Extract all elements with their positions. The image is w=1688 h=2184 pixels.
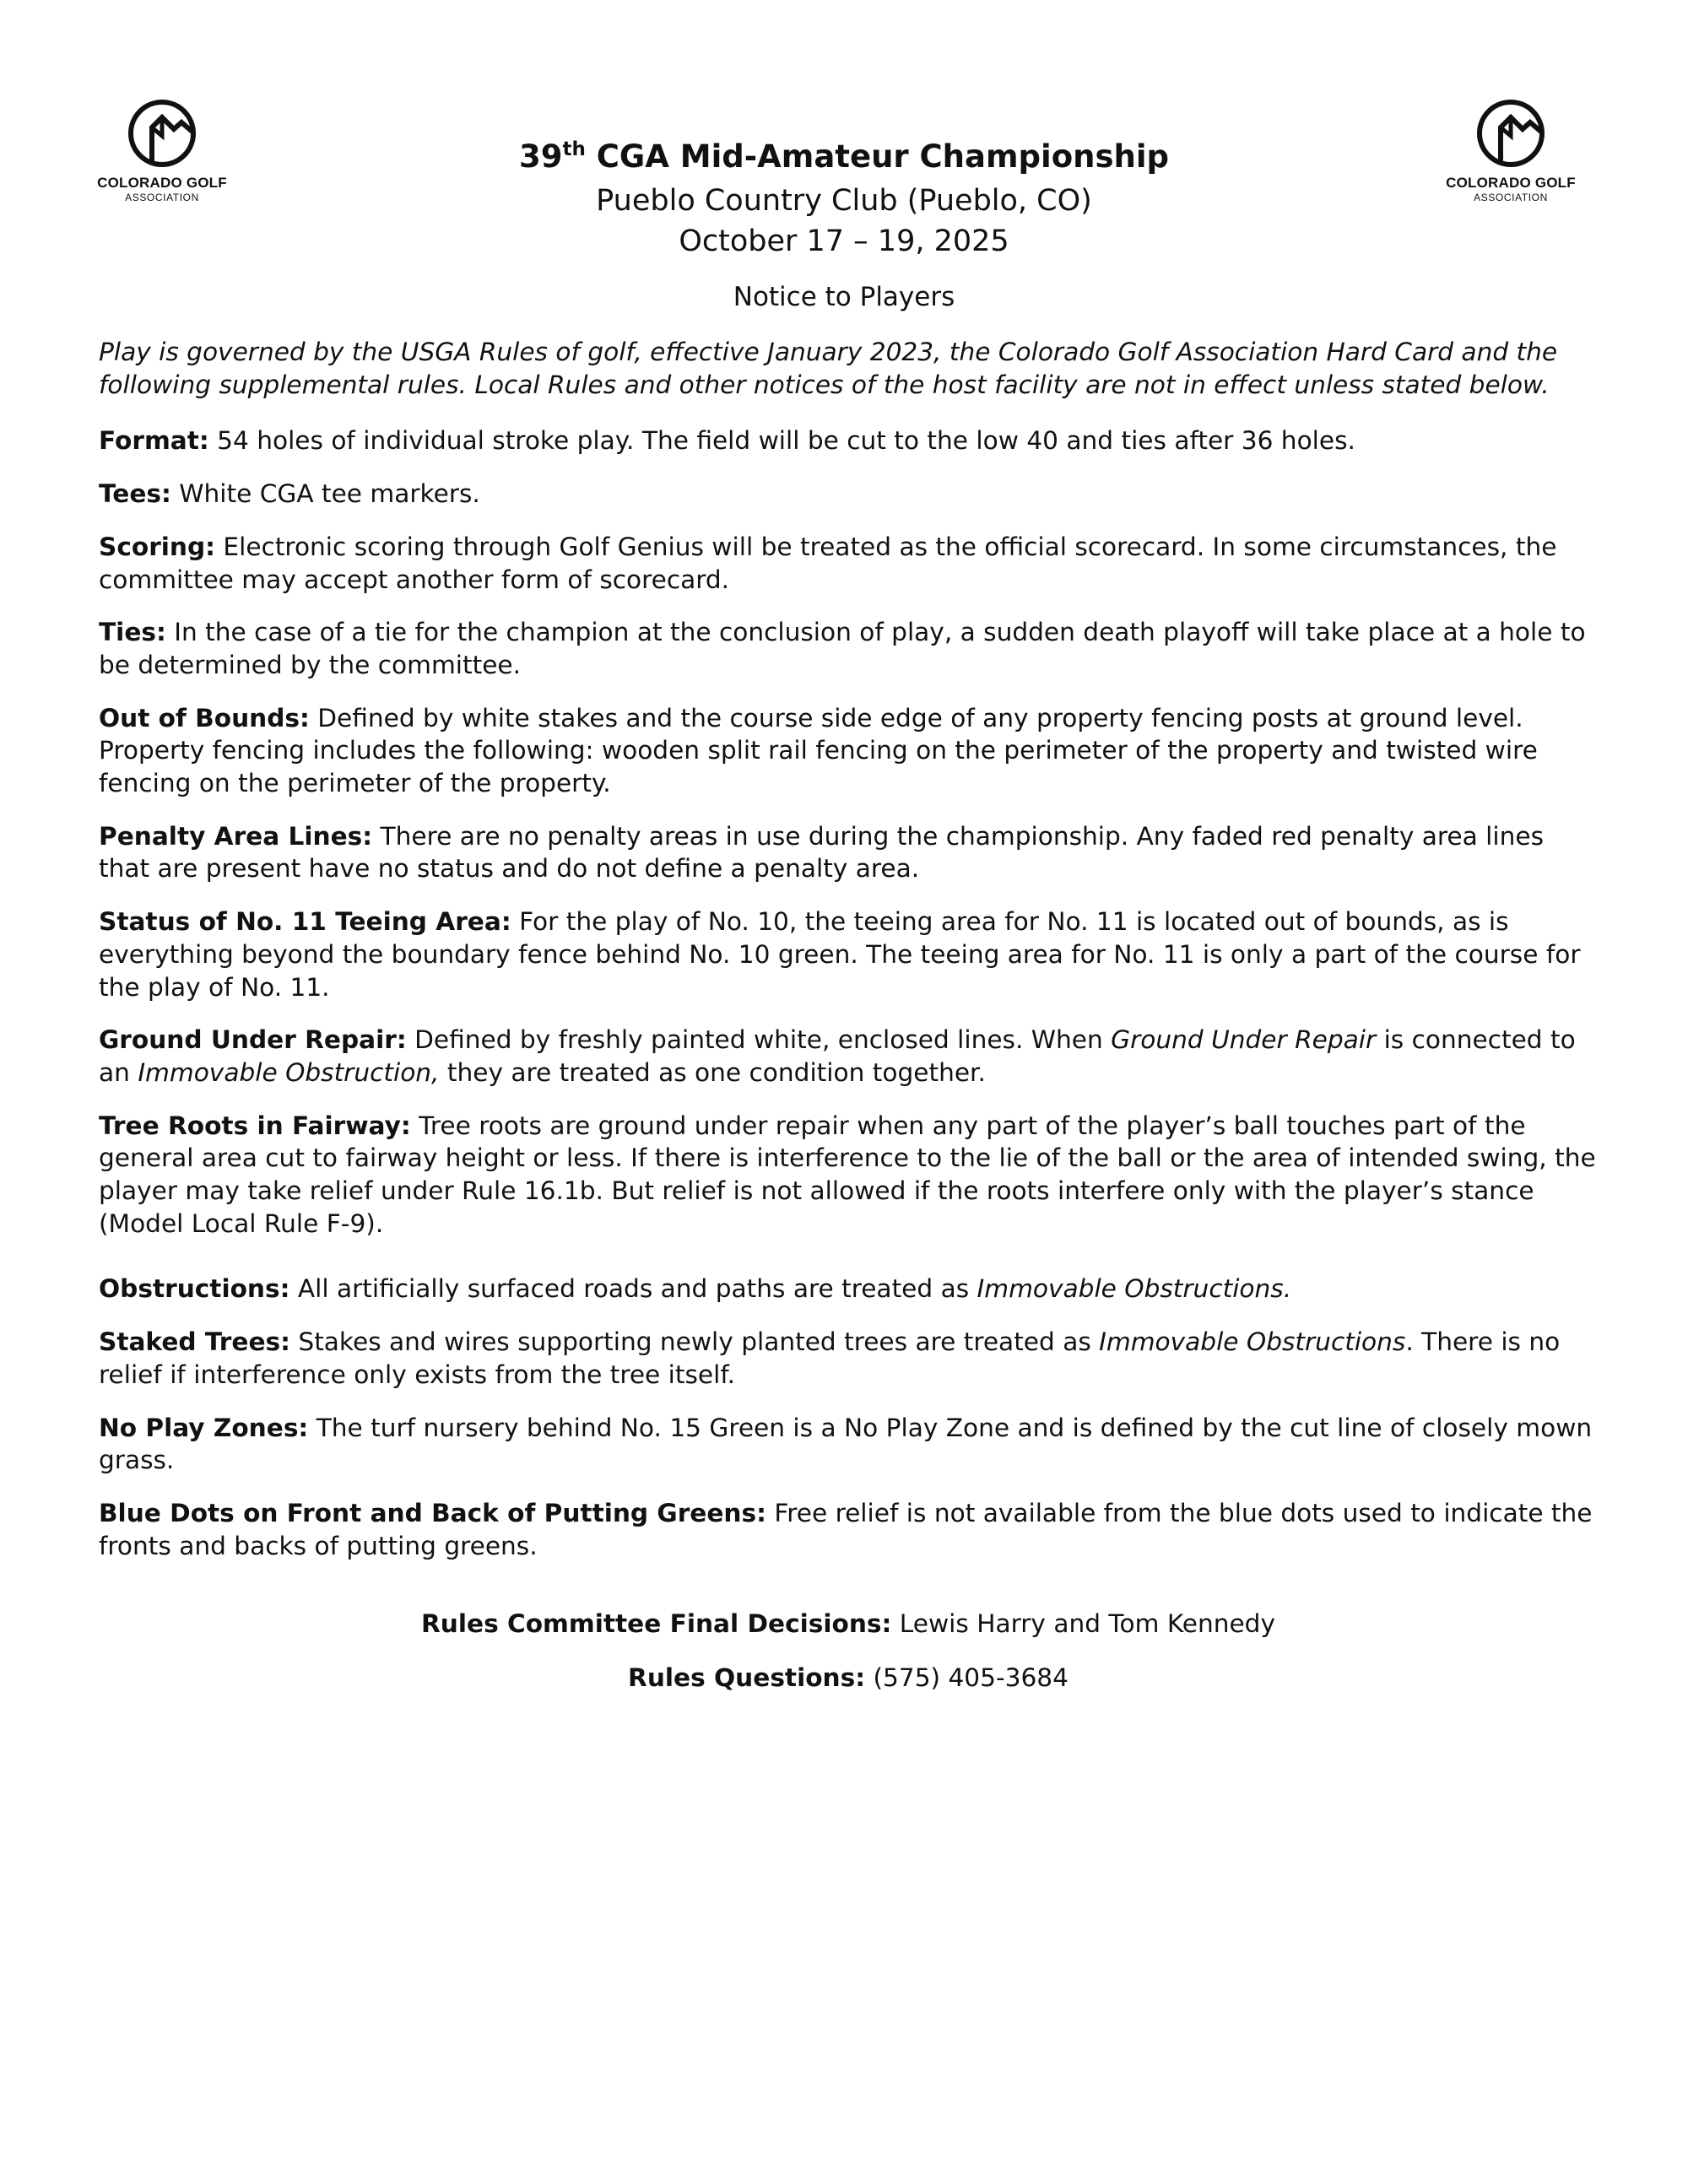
- rules-committee: [99, 1608, 1598, 1641]
- rule-no11-teeing-area: [99, 905, 1598, 1003]
- rule-text: Free relief is not available from the blue dots used to indicate the fronts and backs of putting greens.: [99, 1498, 1593, 1560]
- rule-label: Staked Trees:: [99, 1327, 290, 1357]
- title-number: 39: [518, 138, 563, 175]
- rule-text: Stakes and wires supporting newly planted trees are treated as: [290, 1327, 1100, 1357]
- rule-label: Tree Roots in Fairway:: [99, 1111, 411, 1140]
- rule-format: [99, 424, 1598, 457]
- rule-text: Electronic scoring through Golf Genius will be treated as the official scorecard. In some circumstances, the committee may accept another form of scorecard.: [99, 532, 1557, 594]
- document-header: [253, 133, 1435, 262]
- cga-mountain-icon: [1474, 97, 1547, 170]
- rule-penalty-area-lines: [99, 820, 1598, 885]
- rule-text: The turf nursery behind No. 15 Green is a No Play Zone and is defined by the cut line of closely mown grass.: [99, 1413, 1593, 1475]
- rule-text: White CGA tee markers.: [170, 479, 480, 509]
- rule-text: . There is no relief if interference only exists from the tree itself.: [99, 1327, 1561, 1389]
- championship-title: [253, 133, 1435, 181]
- rule-text: 54 holes of individual stroke play. The field will be cut to the low 40 and ties after 36 holes.: [208, 426, 1355, 456]
- rule-text-italic: Immovable Obstruction,: [138, 1057, 440, 1087]
- rule-text: Defined by freshly painted white, enclosed lines. When: [406, 1025, 1112, 1055]
- rule-text: There are no penalty areas in use during the championship. Any faded red penalty area lines that are present have no status and do not define a penalty area.: [99, 821, 1544, 884]
- rule-label: Ties:: [99, 618, 166, 647]
- rule-text: is connected to an: [99, 1025, 1576, 1087]
- rule-label: Scoring:: [99, 532, 216, 561]
- title-text: CGA Mid-Amateur Championship: [585, 138, 1170, 175]
- logo-subtitle: ASSOCIATION: [1474, 192, 1548, 203]
- rule-label: Penalty Area Lines:: [99, 821, 373, 851]
- cga-mountain-icon: [126, 97, 198, 170]
- rule-label: Format:: [99, 426, 209, 456]
- rule-staked-trees: [99, 1326, 1598, 1391]
- committee-names: Lewis Harry and Tom Kennedy: [891, 1609, 1275, 1638]
- intro-paragraph: Play is governed by the USGA Rules of golf, effective January 2023, the Colorado Golf Association Hard Card and the following supplemental rules. Local Rules and other notices of the host facility are not in effect unless stated below.: [99, 338, 1558, 399]
- committee-label: Rules Committee Final Decisions:: [421, 1609, 892, 1638]
- rules-questions: [99, 1662, 1598, 1695]
- logo-name: COLORADO GOLF: [97, 175, 227, 191]
- title-ordinal: th: [562, 138, 586, 160]
- rule-text: Defined by white stakes and the course side edge of any property fencing posts at ground level. Property fencing includes the following: wooden split rail fencing on the perimeter of the property and twisted wire fencing on the perimeter of the property.: [99, 703, 1538, 798]
- rule-ties: [99, 616, 1598, 681]
- rule-text: For the play of No. 10, the teeing area for No. 11 is located out of bounds, as is everything beyond the boundary fence behind No. 10 green. The teeing area for No. 11 is only a part of the course for the play of No. 11.: [99, 907, 1581, 1002]
- rule-scoring: [99, 531, 1598, 596]
- logo-subtitle: ASSOCIATION: [125, 192, 199, 203]
- rule-label: Ground Under Repair:: [99, 1025, 407, 1055]
- rule-text: In the case of a tie for the champion at the conclusion of play, a sudden death playoff will take place at a hole to be determined by the committee.: [99, 618, 1586, 679]
- rule-label: Tees:: [99, 479, 171, 509]
- event-dates: October 17 – 19, 2025: [679, 224, 1009, 258]
- rule-no-play-zones: [99, 1412, 1598, 1477]
- rule-text: they are treated as one condition together.: [439, 1057, 986, 1087]
- notice-heading: Notice to Players: [733, 282, 955, 312]
- cga-logo-left: [78, 97, 246, 203]
- rule-text-italic: Immovable Obstructions: [1099, 1327, 1406, 1357]
- venue: Pueblo Country Club (Pueblo, CO): [596, 184, 1092, 218]
- rule-label: Out of Bounds:: [99, 703, 310, 733]
- rule-obstructions: [99, 1273, 1598, 1306]
- rule-label: Status of No. 11 Teeing Area:: [99, 907, 511, 937]
- logo-name: COLORADO GOLF: [1446, 175, 1576, 191]
- rule-tree-roots: [99, 1110, 1598, 1241]
- rule-ground-under-repair: [99, 1024, 1598, 1089]
- rule-label: Blue Dots on Front and Back of Putting Greens:: [99, 1498, 766, 1527]
- questions-label: Rules Questions:: [628, 1663, 866, 1692]
- rule-text-italic: Immovable Obstructions.: [977, 1274, 1292, 1304]
- rule-label: Obstructions:: [99, 1274, 290, 1304]
- rule-out-of-bounds: [99, 702, 1598, 800]
- rules-content: [99, 336, 1598, 1582]
- rule-text-italic: Ground Under Repair: [1111, 1025, 1377, 1055]
- rule-tees: [99, 478, 1598, 511]
- questions-phone: (575) 405-3684: [865, 1663, 1069, 1692]
- rule-label: No Play Zones:: [99, 1413, 309, 1442]
- rule-text: All artificially surfaced roads and paths are treated as: [289, 1274, 977, 1304]
- cga-logo-right: [1426, 97, 1595, 203]
- rule-blue-dots: [99, 1497, 1598, 1562]
- rule-text: Tree roots are ground under repair when any part of the player’s ball touches part of the general area cut to fairway height or less. If there is interference to the lie of the ball or the area of intended swing, the player may take relief under Rule 16.1b. But relief is not allowed if the roots interfere only with the player’s stance (Model Local Rule F-9).: [99, 1111, 1596, 1238]
